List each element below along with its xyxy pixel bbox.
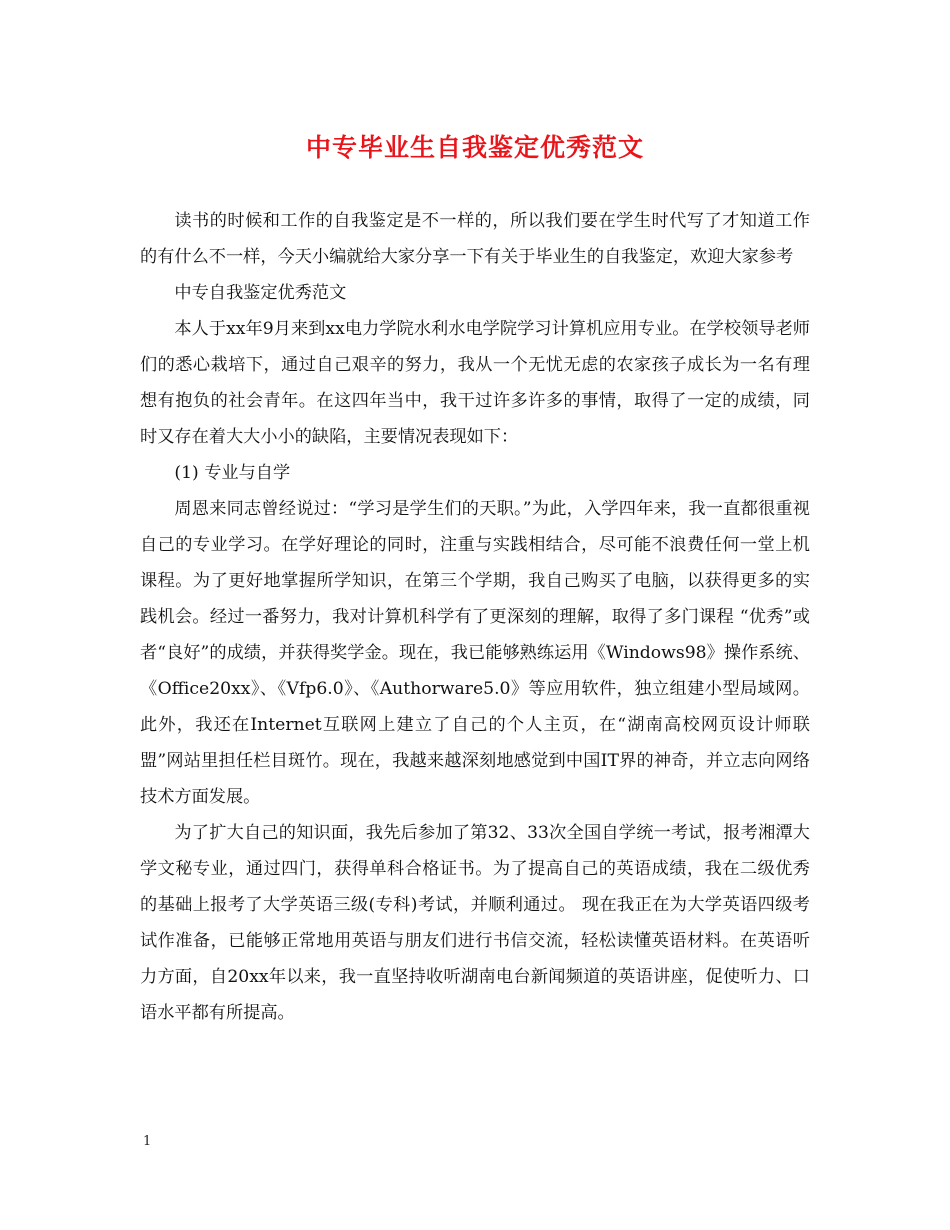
body-paragraph: 本人于xx年9月来到xx电力学院水利水电学院学习计算机应用专业。在学校领导老师们的悉心栽培下，通过自己艰辛的努力，我从一个无忧无虑的农家孩子成长为一名有理想有抱负的社会青年。在这四年当中，我干过许多许多的事情，取得了一定的成绩，同时又存在着大大小小的缺陷，主要情况表现如下： <box>140 319 810 447</box>
body-paragraph: 为了扩大自己的知识面，我先后参加了第32、33次全国自学统一考试，报考湘潭大学文秘专业，通过四门，获得单科合格证书。为了提高自己的英语成绩，我在二级优秀的基础上报考了大学英语三级(专科)考试，并顺利通过。 现在我正在为大学英语四级考试作准备，已能够正常地用英语与朋友们进行书信交流，轻松读懂英语材料。在英语听力方面，自20xx年以来，我一直坚持收听湖南电台新闻频道的英语讲座，促使听力、口语水平都有所提高。 <box>140 823 810 1023</box>
document-title: 中专毕业生自我鉴定优秀范文 <box>305 133 644 162</box>
section-heading: 中专自我鉴定优秀范文 <box>174 283 347 303</box>
page-number: 1 <box>143 1134 152 1149</box>
subsection-heading: (1) 专业与自学 <box>174 463 291 483</box>
intro-paragraph: 读书的时候和工作的自我鉴定是不一样的，所以我们要在学生时代写了才知道工作的有什么不一样，今天小编就给大家分享一下有关于毕业生的自我鉴定，欢迎大家参考 <box>140 211 810 267</box>
document-body <box>140 203 810 1031</box>
body-paragraph: 周恩来同志曾经说过：“学习是学生们的天职。”为此，入学四年来，我一直都很重视自己的专业学习。在学好理论的同时，注重与实践相结合，尽可能不浪费任何一堂上机课程。为了更好地掌握所学知识，在第三个学期，我自己购买了电脑，以获得更多的实践机会。经过一番努力，我对计算机科学有了更深刻的理解，取得了多门课程 “优秀”或者“良好”的成绩，并获得奖学金。现在，我已能够熟练运用《Windows98》操作系统、《Office20xx》、《Vfp6.0》、《Authorware5.0》等应用软件，独立组建小型局域网。此外，我还在Internet互联网上建立了自己的个人主页，在“湖南高校网页设计师联盟”网站里担任栏目斑竹。现在，我越来越深刻地感觉到中国IT界的神奇，并立志向网络技术方面发展。 <box>140 499 810 807</box>
